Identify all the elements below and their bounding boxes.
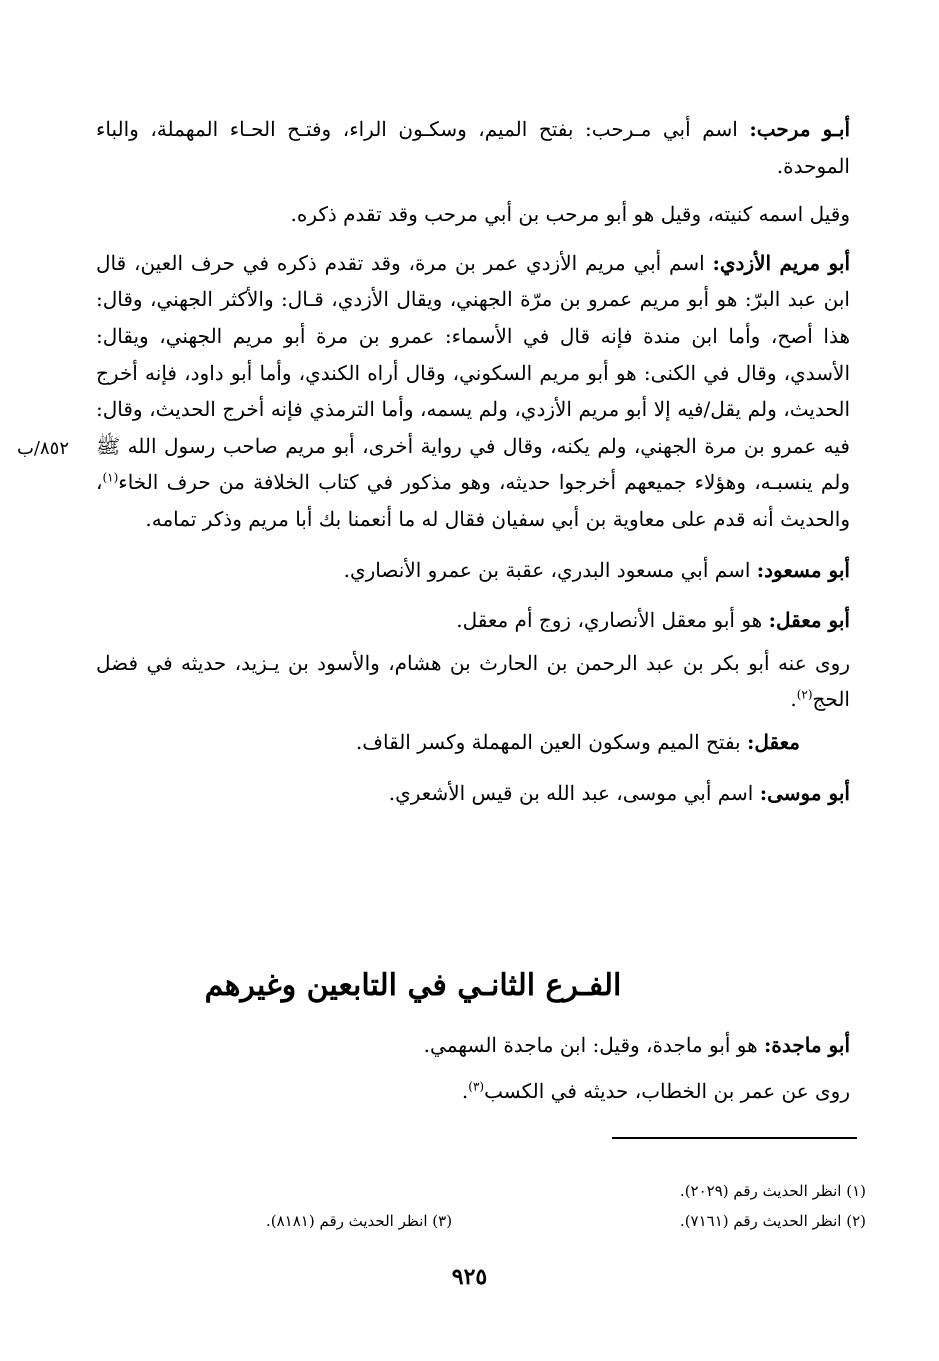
main-text [96,111,850,811]
footnote-divider [612,1137,857,1139]
entry-text: هو أبو ماجدة، وقيل: ابن ماجدة السهمي. [423,1033,765,1057]
footnote-1: (١) انظر الحديث رقم (٢٠٢٩). [679,1182,866,1200]
entry-term: أبو مريم الأزدي: [712,250,850,275]
entry-text-after: . [790,687,797,712]
footnote-row-1 [96,1176,866,1206]
entry-text-after: ، والحديث أنه قدم على معاوية بن أبي سفيان فقال له ما أنعمنا بك أبا مريم وذكر تمامه. [96,470,850,531]
page-number: ٩٢٥ [451,1264,488,1290]
entry-text-after: . [461,1079,469,1103]
entry-maqil [96,724,850,761]
entry-text: روى عنه أبو بكر بن عبد الرحمن بن الحارث بن هشام، والأسود بن يـزيد، حديثه في فضل الحج [96,650,850,712]
entry-term: أبو ماجدة: [764,1033,850,1057]
entry-text: اسم أبي مريم الأزدي عمر بن مرة، وقد تقدم ذكره في حرف العين، قال ابن عبد البرّ: هو أبو مريم عمرو بن مرّة الجهني، ويقال الأزدي، قـال: والأكثر الجهني، وقال: هذا أصح، وأما ابن مندة فإنه قال في الأسماء: عمرو بن مرة أبو مريم الجهني، ويقال: الأسدي، وقال في الكنى: هو أبو مريم السكوني، وقال أراه الكندي، وأما أبو داود، فإنه أخرج الحديث، ولم يقل/فيه إلا أبو مريم الأزدي، ولم يسمه، وأما الترمذي فإنه أخرج الحديث، وقال: فيه عمرو بن مرة الجهني، ولم يكنه، وقال في رواية أخرى، أبو مريم صاحب رسول الله ﷺ ولم ينسبـه، وهؤلاء جميعهم أخرجوا حديثه، وهو مذكور في كتاب الخلافة من حرف الخاء [96,250,850,495]
entry-abu-marhab-note [96,196,850,233]
entry-text: وقيل اسمه كنيته، وقيل هو أبو مرحب بن أبي مرحب وقد تقدم ذكره. [290,202,850,227]
entry-abu-majida [96,1026,850,1064]
entry-abu-masud [96,552,850,589]
footnote-ref-2[interactable]: (٢) [796,687,813,702]
entry-term: أبو موسى: [759,780,850,805]
footnote-3: (٣) انظر الحديث رقم (٨١٨١). [266,1212,453,1230]
entry-term: معقل: [746,729,800,754]
footnote-ref-3[interactable]: (٣) [468,1079,485,1094]
entry-term: أبـو مرحب: [749,117,851,141]
entry-abu-maqil [96,602,850,639]
entry-abu-majida-narration [96,1072,850,1110]
entry-abu-marhab [96,111,850,184]
entry-text: بفتح الميم وسكون العين المهملة وكسر القاف. [355,729,747,754]
entry-abu-maryam [96,245,850,538]
footnote-2: (٢) انظر الحديث رقم (٧١٦١). [679,1212,866,1230]
footnote-row-2 [96,1206,866,1236]
entry-text: اسم أبي مسعود البدري، عقبة بن عمرو الأنصاري. [343,557,757,582]
section2-text [96,1026,850,1110]
entry-abu-maqil-narration [96,645,850,718]
entry-text: اسم أبي مـرحب: بفتح الميم، وسكـون الراء، وفتـح الحـاء المهملة، والباء الموحدة. [96,117,850,178]
entry-term: أبو مسعود: [756,557,850,582]
entry-text: روى عن عمر بن الخطاب، حديثه في الكسب [484,1079,850,1103]
margin-folio-note: ٨٥٢/ب [16,438,70,459]
entry-text: هو أبو معقل الأنصاري، زوج أم معقل. [456,608,769,633]
footnote-ref-1[interactable]: (١) [102,470,119,485]
entry-text: اسم أبي موسى، عبد الله بن قيس الأشعري. [388,780,760,805]
entry-abu-musa [96,775,850,812]
section-heading: الفـرع الثانـي في التابعين وغيرهم [204,968,622,1003]
footnotes [96,1176,866,1236]
entry-term: أبو معقل: [768,608,850,633]
